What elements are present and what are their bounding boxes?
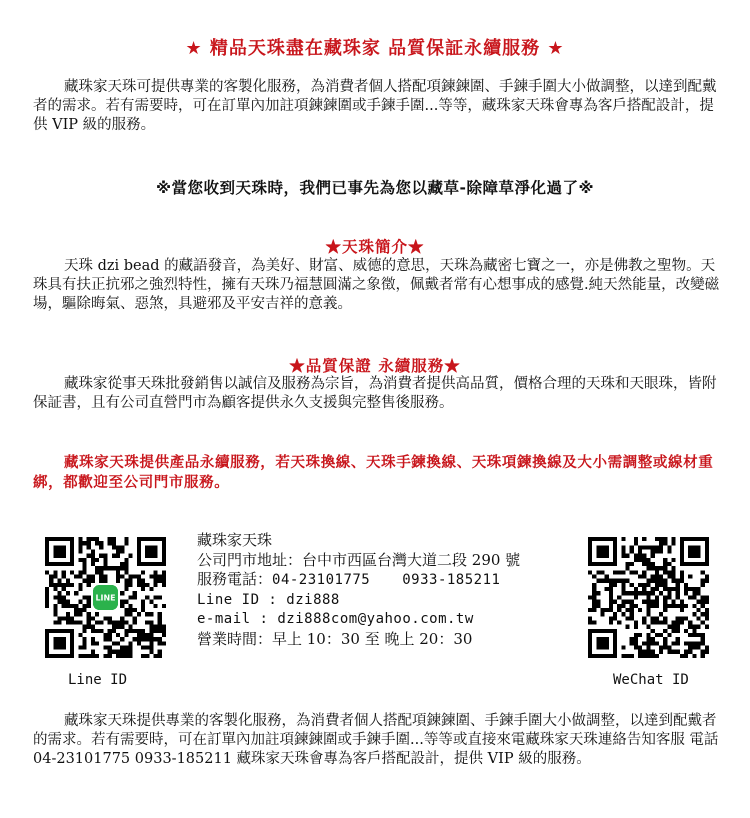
phone-number-1[interactable]: 04-23101775 [272, 572, 371, 588]
line-id-text: Line ID : dzi888 [197, 591, 340, 608]
line-logo-text: LINE [95, 593, 116, 603]
intro-paragraph: 藏珠家天珠可提供專業的客製化服務，為消費者個人搭配項鍊鍊圍、手鍊手圍大小做調整，以達到配戴者的需求。若有需要時，可在訂單內加註項鍊鍊圍或手鍊手圍...等等，藏珠家天珠會專為客戶搭配設計，提供 VIP 級的服務。 [33, 79, 717, 133]
dzi-intro-heading: ★天珠簡介★ [325, 237, 425, 256]
wechat-id-label: WeChat ID [613, 672, 689, 688]
business-hours: 營業時間：早上 10：30 至 晚上 20：30 [197, 629, 473, 648]
email-text[interactable]: e-mail : dzi888com@yahoo.com.tw [197, 611, 474, 627]
purify-notice: ※當您收到天珠時，我們已事先為您以藏草-除障草淨化過了※ [155, 179, 595, 197]
service-notice: 藏珠家天珠提供產品永續服務，若天珠換線、天珠手鍊換線、天珠項鍊換線及大小需調整或線材重綁，都歡迎至公司門市服務。 [33, 455, 714, 491]
company-name: 藏珠家天珠 [197, 531, 273, 549]
dzi-intro-paragraph: 天珠 dzi bead 的藏語發音，為美好、財富、威德的意思，天珠為藏密七寶之一，亦是佛教之聖物。天珠具有扶正抗邪之強烈特性，擁有天珠乃福慧圓滿之象徵，佩戴者常有心想事成的感覺.純天然能量，改變磁場，驅除晦氣、惡煞，具避邪及平安吉祥的意義。 [33, 258, 720, 312]
phone-number-2[interactable]: 0933-185211 [402, 572, 501, 588]
line-id-label: Line ID [68, 672, 128, 688]
phone-label: 服務電話： [197, 570, 273, 588]
footer-paragraph: 藏珠家天珠提供專業的客製化服務，為消費者個人搭配項鍊鍊圍、手鍊手圍大小做調整，以達到配戴者的需求。若有需要時，可在訂單內加註項鍊鍊圍或手鍊手圍...等等或直接來電藏珠家天珠連絡告知客服 電話 04-23101775 0933-185211 藏珠家天珠會專為客戶搭配設計，提供 VIP 級的服務。 [33, 713, 719, 767]
service-phone [197, 570, 567, 591]
quality-paragraph: 藏珠家從事天珠批發銷售以誠信及服務為宗旨，為消費者提供高品質，價格合理的天珠和天眼珠，皆附保証書，且有公司直營門市為顧客提供永久支援與完整售後服務。 [33, 376, 717, 411]
quality-heading: ★品質保證 永續服務★ [289, 356, 461, 375]
page-title: ★ 精品天珠盡在藏珠家 品質保証永續服務 ★ [185, 38, 565, 59]
wechat-qr-code [588, 537, 709, 658]
contact-block [197, 531, 567, 649]
line-qr-code [45, 537, 166, 658]
store-address: 公司門市地址：台中市西區台灣大道二段 290 號 [197, 550, 521, 569]
